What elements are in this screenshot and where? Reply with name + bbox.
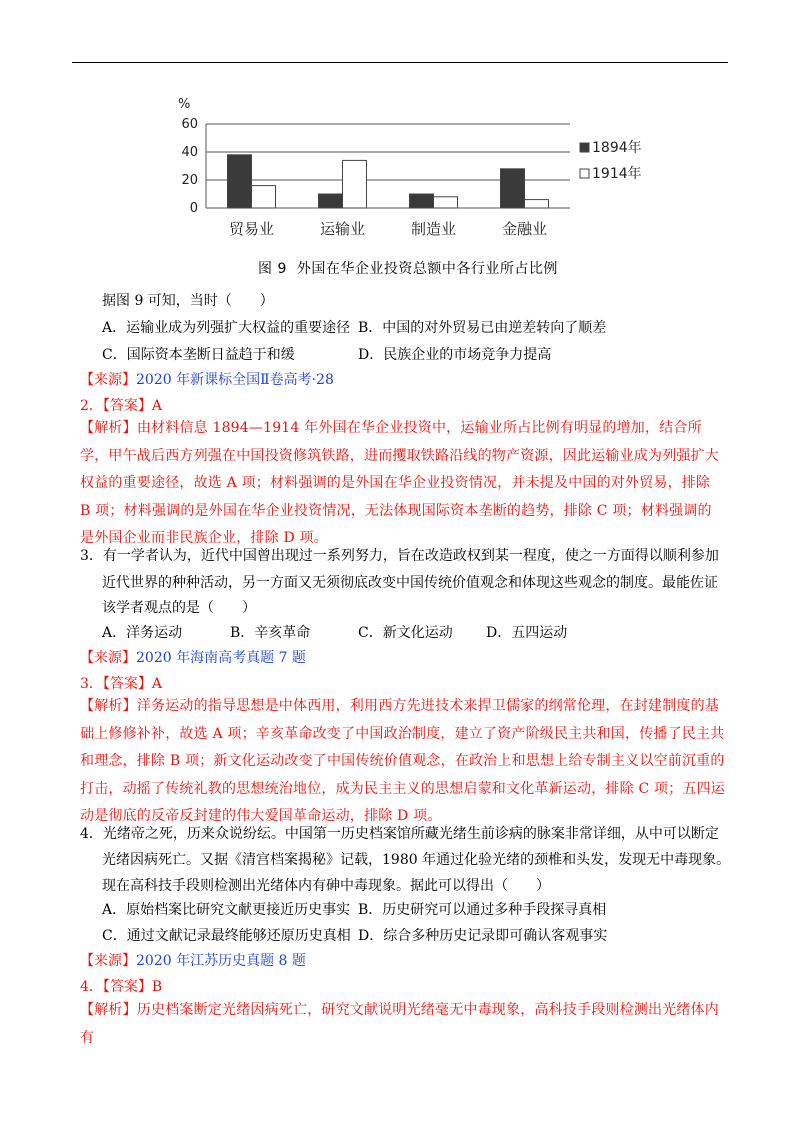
q3-stem-line-3: 该学者观点的是（ ）	[102, 600, 256, 616]
q4-options-row-1	[102, 900, 606, 920]
a4-answer-tag: 【答案】	[102, 979, 152, 995]
q3-stem-line-2: 近代世界的种种活动，另一方面又无须彻底改变中国传统价值观念和体现这些观念的制度。最能佐证	[102, 575, 718, 591]
figure-caption	[258, 258, 558, 278]
bar	[343, 160, 367, 208]
q3-option-c: C．新文化运动	[358, 625, 453, 641]
a2-analysis-tag: 【解析】	[80, 420, 137, 436]
x-tick-label: 运输业	[319, 220, 366, 238]
a3-answer	[80, 674, 162, 694]
q1-options-row-1	[102, 318, 606, 338]
q3-option-b: B．辛亥革命	[230, 625, 311, 641]
header-rule	[72, 62, 728, 63]
q3-source-text: 2020 年海南高考真题 7 题	[136, 650, 306, 666]
q1-source	[80, 370, 334, 390]
q1-option-b: B．中国的对外贸易已由逆差转向了顺差	[358, 320, 607, 336]
q1-option-c: C．国际资本垄断日益趋于和缓	[102, 347, 295, 363]
bar-chart-svg	[170, 90, 642, 255]
a4-analysis	[80, 997, 725, 1052]
a2-number: 2．	[80, 398, 103, 414]
a2-analysis	[80, 415, 725, 553]
a4-analysis-tag: 【解析】	[80, 1002, 137, 1018]
q1-option-d: D．民族企业的市场竞争力提高	[358, 347, 552, 363]
q1-source-text: 2020 年新课标全国Ⅱ卷高考·28	[136, 372, 334, 388]
q3-source-tag: 【来源】	[80, 650, 136, 666]
q3-number: 3．	[80, 548, 103, 564]
bar	[252, 186, 276, 208]
a4-answer-value: B	[151, 979, 163, 995]
bar	[434, 197, 458, 208]
q1-options-row-2	[102, 345, 551, 365]
q1-stem: 据图 9 可知，当时（ ）	[102, 293, 274, 309]
q4-stem-line-1-text: 光绪帝之死，历来众说纷纭。中国第一历史档案馆所藏光绪生前诊病的脉案非常详细，从中可以断定	[102, 826, 719, 842]
legend-swatch	[580, 169, 589, 178]
x-tick-label: 贸易业	[228, 220, 275, 238]
bar	[228, 155, 252, 208]
a2-analysis-text: 由材料信息 1894—1914 年外国在华企业投资中，运输业所占比例有明显的增加，结合所学，甲午战后西方列强在中国投资修筑铁路，进而攫取铁路沿线的物产资源，因此运输业成为列强扩大权益的重要途径，故选 A 项；材料强调的是外国在华企业投资情况，并未提及中国的对外贸易，排除 B 项；材料强调的是外国在华企业投资情况，无法体现国际资本垄断的趋势，排除 C 项；材料强调的是外国企业而非民族企业，排除 D 项。	[80, 420, 719, 546]
a2-answer-tag: 【答案】	[102, 398, 152, 414]
q4-number: 4．	[80, 826, 103, 842]
a3-answer-tag: 【答案】	[102, 676, 152, 692]
q3-source	[80, 648, 306, 668]
q4-stem-line-3: 现在高科技手段则检测出光绪体内有砷中毒现象。据此可以得出（ ）	[102, 878, 550, 894]
q4-source	[80, 951, 306, 971]
q1-option-a: A．运输业成为列强扩大权益的重要途径	[102, 320, 351, 336]
figure-caption-label: 图 9	[258, 261, 287, 277]
q3-options-row	[102, 623, 567, 643]
q4-source-tag: 【来源】	[80, 953, 136, 969]
a4-answer	[80, 977, 162, 997]
q1-source-tag: 【来源】	[80, 372, 136, 388]
a4-number: 4．	[80, 979, 103, 995]
a3-analysis	[80, 693, 725, 831]
y-tick-label: 20	[181, 173, 198, 188]
a4-analysis-text: 历史档案断定光绪因病死亡，研究文献说明光绪毫无中毒现象，高科技手段则检测出光绪体内有	[80, 1002, 720, 1046]
a3-analysis-text: 洋务运动的指导思想是中体西用，利用西方先进技术来捍卫儒家的纲常伦理，在封建制度的基础上修修补补，故选 A 项；辛亥革命改变了中国政治制度，建立了资产阶级民主共和国，传播了民主共和理念，排除 B 项；新文化运动改变了中国传统价值观念，在政治上和思想上给专制主义以空前沉重的打击，动摇了传统礼教的思想统治地位，成为民主主义的思想启蒙和文化革新运动，排除 C 项；五四运动是彻底的反帝反封建的伟大爱国革命运动，排除 D 项。	[80, 698, 726, 824]
y-unit-label: %	[178, 97, 191, 112]
y-tick-label: 0	[189, 201, 198, 216]
x-tick-label: 制造业	[410, 220, 457, 238]
bar-chart	[170, 90, 642, 285]
x-tick-label: 金融业	[501, 220, 548, 238]
q3-stem-line-1-text: 有一学者认为，近代中国曾出现过一系列努力，旨在改造政权到某一程度，使之一方面得以顺利参加	[102, 548, 719, 564]
q3-option-a: A．洋务运动	[102, 625, 183, 641]
y-tick-label: 40	[181, 145, 198, 160]
bar	[319, 194, 343, 208]
q4-stem-line-2: 光绪因病死亡。又据《清宫档案揭秘》记载，1980 年通过化验光绪的颈椎和头发，发现无中毒现象。	[102, 852, 731, 868]
a2-answer-value: A	[151, 398, 163, 414]
q4-option-d: D．综合多种历史记录即可确认客观事实	[358, 928, 608, 944]
figure-caption-title: 外国在华企业投资总额中各行业所占比例	[296, 261, 558, 277]
a3-number: 3．	[80, 676, 103, 692]
legend-swatch	[580, 143, 589, 152]
legend-label: 1914年	[592, 166, 642, 182]
bar	[525, 200, 549, 208]
q3-stem-line-1	[80, 546, 719, 566]
q4-source-text: 2020 年江苏历史真题 8 题	[136, 953, 306, 969]
a3-answer-value: A	[151, 676, 163, 692]
bar	[501, 169, 525, 208]
q4-stem-line-1	[80, 824, 719, 844]
legend-label: 1894年	[592, 140, 642, 156]
q4-option-c: C．通过文献记录最终能够还原历史真相	[102, 928, 351, 944]
q3-option-d: D．五四运动	[486, 625, 568, 641]
q4-option-a: A．原始档案比研究文献更接近历史事实	[102, 902, 351, 918]
q4-option-b: B．历史研究可以通过多种手段探寻真相	[358, 902, 607, 918]
q4-options-row-2	[102, 926, 607, 946]
a3-analysis-tag: 【解析】	[80, 698, 137, 714]
y-tick-label: 60	[181, 117, 198, 132]
a2-answer	[80, 396, 162, 416]
bar	[410, 194, 434, 208]
